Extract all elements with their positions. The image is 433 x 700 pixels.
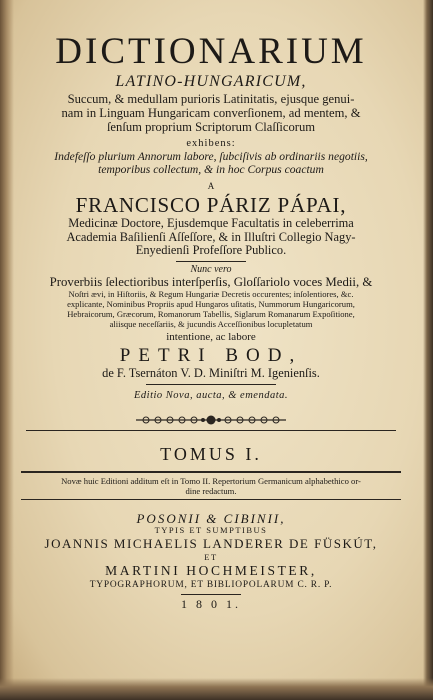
editio: Editio Nova, aucta, & emendata. (133, 390, 289, 401)
nunc-vero: Nunc vero (190, 263, 232, 275)
divider-rule-6 (181, 594, 241, 595)
description-line-1: Succum, & medullam purioris Latinitatis, ejusque genui- (67, 92, 355, 106)
title-page-text (14, 14, 408, 612)
small-line-3: Hebraicorum, Græcorum, Romanorum Tabellis, Siglarum Romanarum Expoſitione, (67, 309, 355, 319)
author-name: FRANCISCO PÁRIZ PÁPAI, (75, 193, 347, 217)
a-word: A (207, 181, 215, 191)
printer-1: JOANNIS MICHAELIS LANDERER DE FÜSKÚT, (44, 536, 378, 551)
ornament-icon (136, 415, 286, 425)
note-line-2: dine redactum. (185, 486, 237, 496)
year: 1 8 0 1. (181, 597, 241, 611)
small-line-4: aliisque neceſſariis, & jucundis Acceſſionibus locupletatum (109, 319, 313, 329)
tomus: TOMUS I. (160, 444, 262, 464)
divider-rule-5 (21, 499, 401, 500)
labore-line-2: temporibus collectum, & in hoc Corpus coactum (98, 163, 324, 176)
editor-name: PETRI BOD, (119, 344, 303, 366)
exhibens: exhibens: (186, 138, 236, 149)
intentione: intentione, ac labore (166, 331, 256, 343)
typis: TYPIS ET SUMPTIBUS (154, 525, 268, 535)
printer-2: MARTINI HOCHMEISTER, (105, 563, 317, 578)
page-edge-bottom (0, 678, 433, 700)
divider-rule-3 (26, 430, 396, 431)
subtitle: LATINO-HUNGARICUM, (115, 73, 307, 90)
page-edge-right (423, 0, 433, 700)
divider-rule (176, 261, 246, 262)
spine-shadow (0, 0, 14, 700)
title: DICTIONARIUM (55, 32, 367, 72)
place: POSONII & CIBINII, (136, 512, 286, 525)
proverbiis-line: Proverbiis ſelectioribus interſperſis, Gloſſariolo voces Medii, & (49, 275, 373, 289)
description-line-3: ſenſum proprium Scriptorum Claſſicorum (106, 120, 316, 134)
editor-line: de F. Tsernáton V. D. Miniſtri M. Igenienſis. (102, 366, 320, 380)
ornament-border (136, 412, 286, 422)
et: ET (204, 552, 218, 562)
labore-line-1: Indefeſſo plurium Annorum labore, ſubciſivis ab ordinariis negotiis, (54, 150, 368, 163)
divider-rule-4 (21, 471, 401, 473)
author-line-2: Academia Baſilienſi Aſſeſſore, & in Illuſtri Collegio Nagy- (66, 230, 356, 244)
typographorum: TYPOGRAPHORUM, ET BIBLIOPOLARUM C. R. P. (89, 580, 333, 590)
description-line-2: nam in Linguam Hungaricam converſionem, ad mentem, & (61, 106, 361, 120)
divider-rule-2 (146, 384, 276, 385)
author-line-1: Medicinæ Doctore, Ejusdemque Facultatis in celeberrima (68, 217, 354, 230)
small-line-2: explicante, Nominibus Propriis apud Hungaros uſitatis, Nummorum Hungaricorum, (67, 299, 355, 309)
author-line-3: Enyedienſi Profeſſore Publico. (135, 244, 287, 257)
small-line-1: Noſtri ævi, in Hiſtoriis, & Regum Hungariæ Decretis occurentes; inſolentiores, &c. (68, 289, 354, 299)
note-line-1: Novæ huic Editioni additum eſt in Tomo II. Repertorium Germanicum alphabethico or- (61, 476, 361, 486)
